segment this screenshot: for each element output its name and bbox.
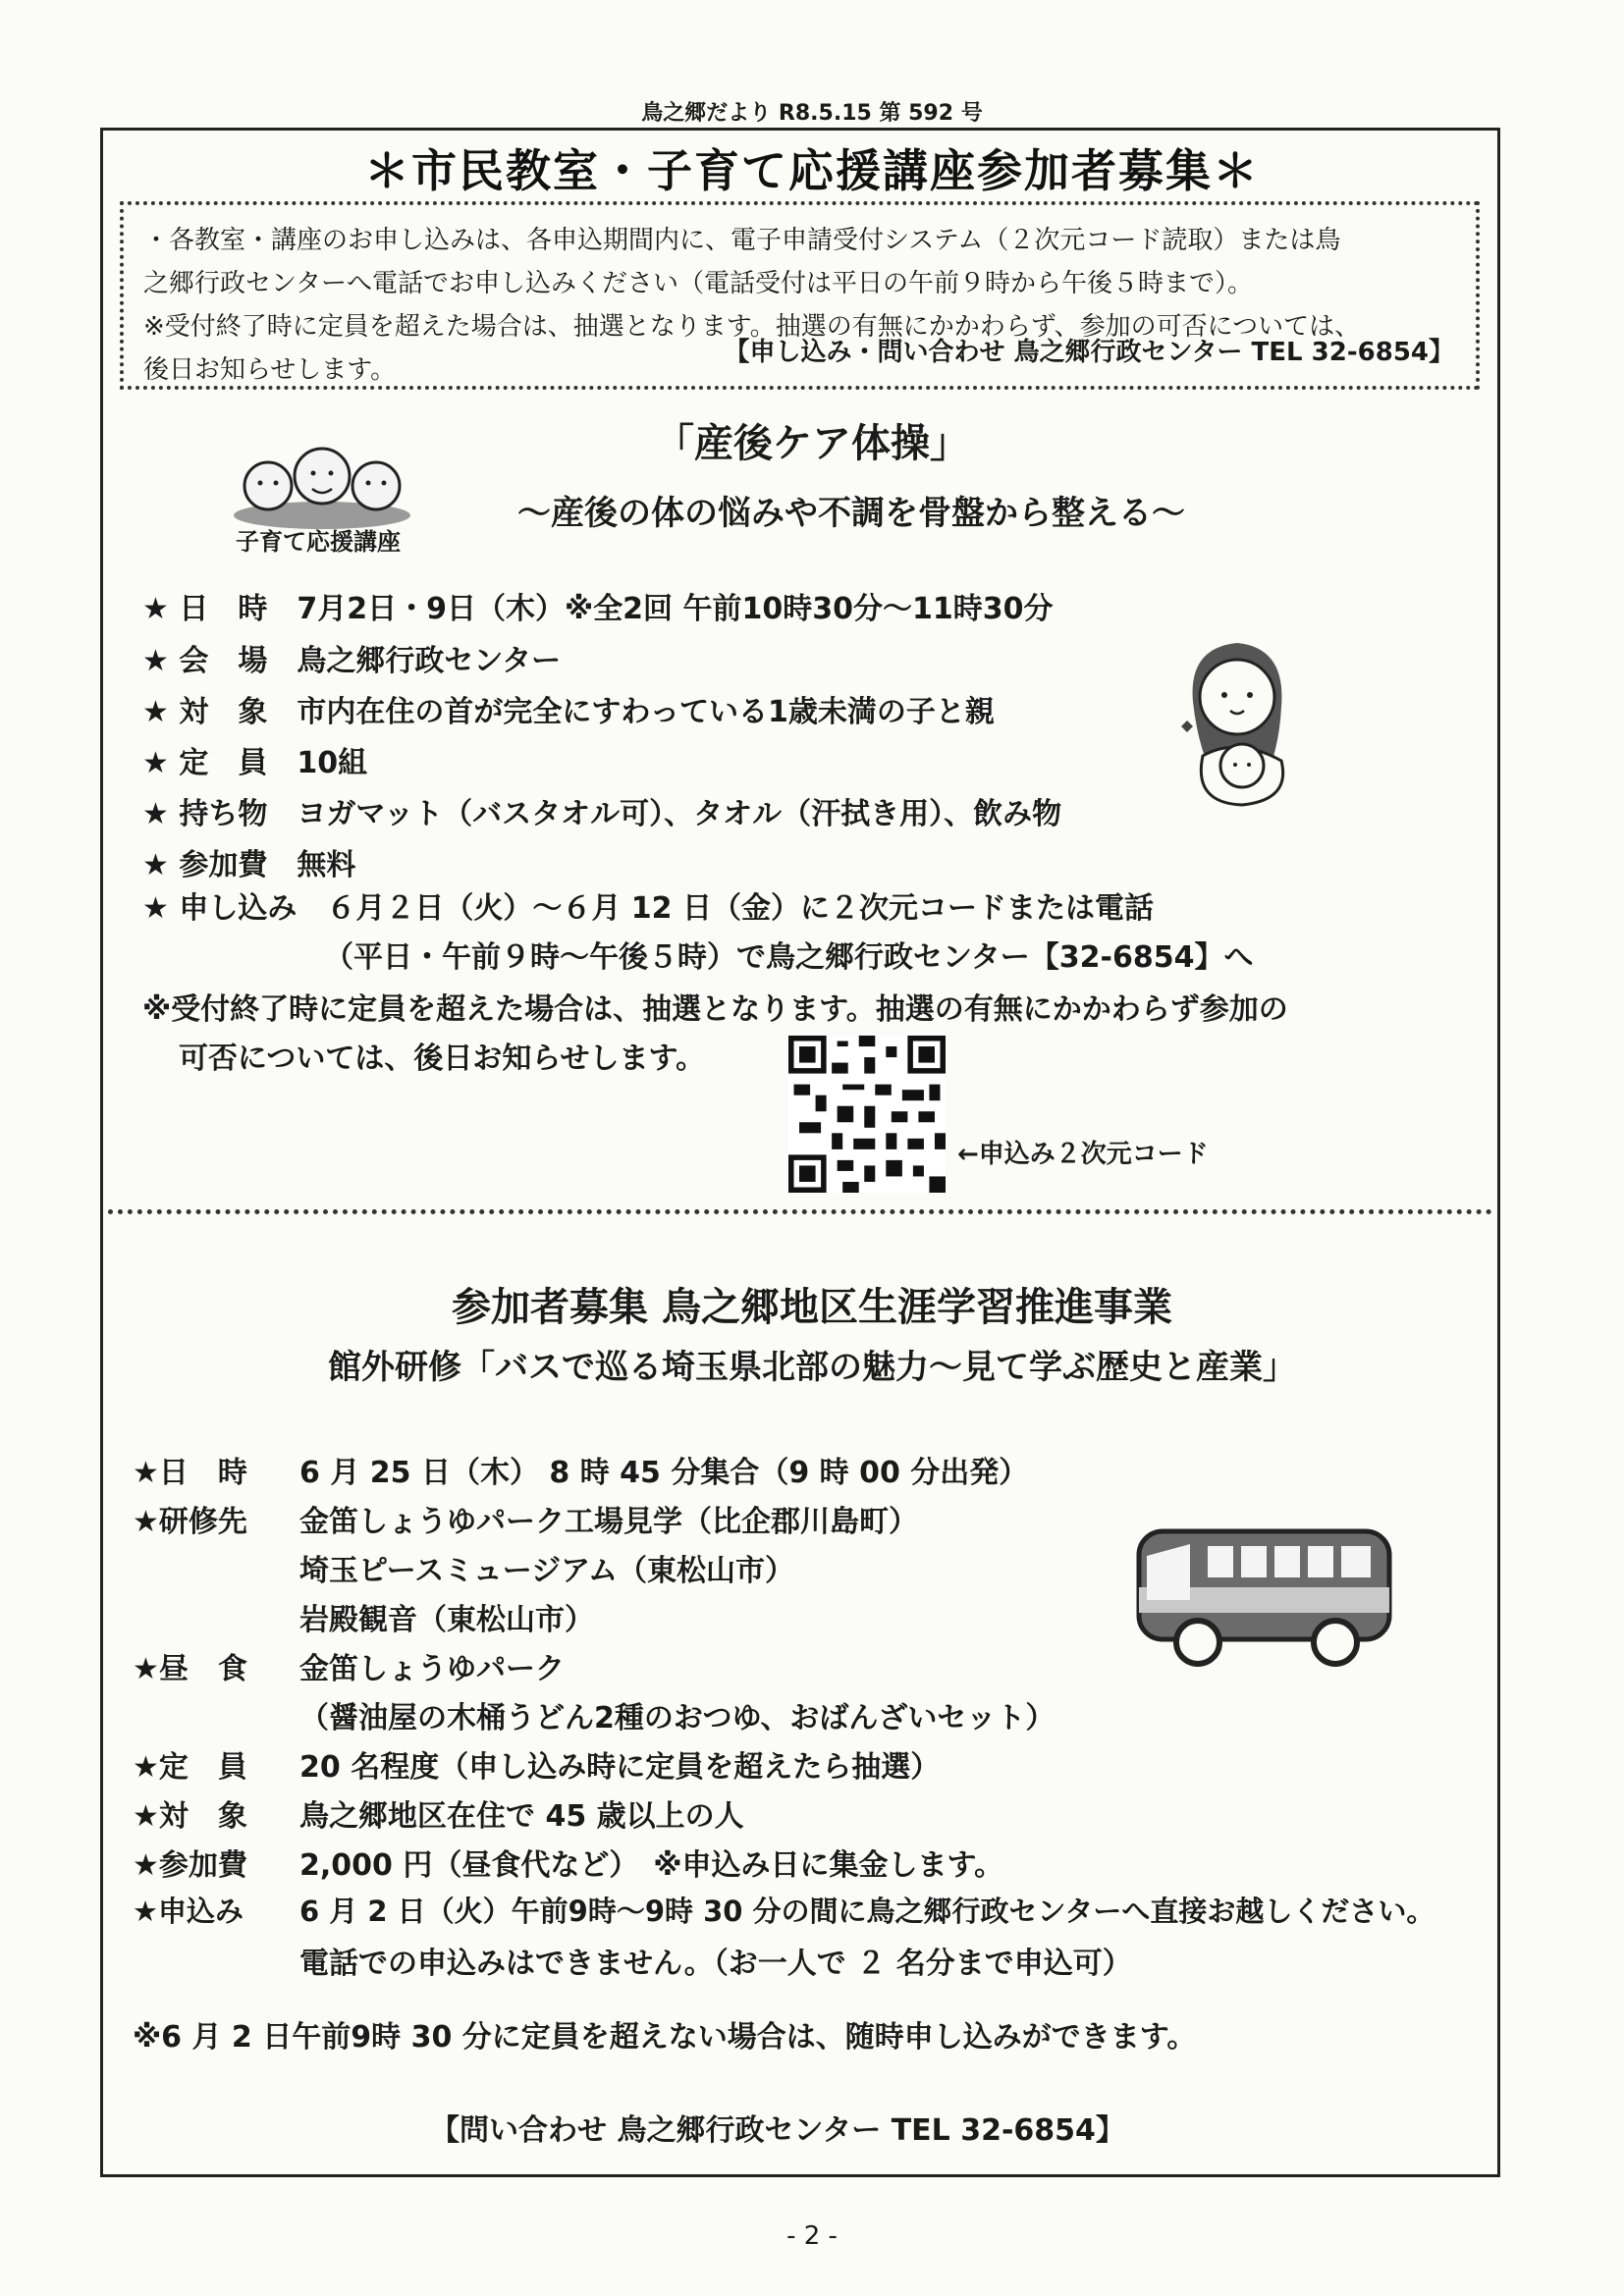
s2-row-apply: ★申込み 6 月 2 日（火）午前9時～9時 30 分の間に鳥之郷行政センターへ直接お越しください。: [133, 1895, 1435, 1928]
notice-line-1: ・各教室・講座のお申し込みは、各申込期間内に、電子申請受付システム（２次元コード読取）または鳥: [143, 226, 1341, 255]
s2-row-capacity: ★定 員 20 名程度（申し込み時に定員を超えたら抽選）: [133, 1750, 941, 1785]
s2-row-lunch: ★昼 食 金笛しょうゆパーク: [133, 1652, 565, 1686]
s1-row-date: ★ 日 時 7月2日・9日（木）※全2回 午前10時30分～11時30分: [142, 592, 1054, 626]
s2-row-date: ★日 時 6 月 25 日（木） 8 時 45 分集合（9 時 00 分出発）: [133, 1456, 1029, 1490]
s2-dest-3: 岩殿観音（東松山市）: [299, 1603, 594, 1637]
s2-lunch-2: （醤油屋の木桶うどん2種のおつゆ、おばんざいセット）: [299, 1701, 1056, 1735]
s2-apply-2: 電話での申込みはできません。（お一人で ２ 名分まで申込可）: [299, 1947, 1132, 1981]
notice-contact: 【申し込み・問い合わせ 鳥之郷行政センター TEL 32-6854】: [724, 338, 1454, 367]
s1-apply-cont: （平日・午前９時～午後５時）で鳥之郷行政センター【32-6854】へ: [324, 940, 1254, 975]
s1-note-1: ※受付終了時に定員を超えた場合は、抽選となります。抽選の有無にかかわらず参加の: [142, 992, 1288, 1027]
section1-subtitle: ～産後の体の悩みや不調を骨盤から整える～: [517, 494, 1185, 533]
qr-caption: ←申込み２次元コード: [957, 1140, 1209, 1169]
kids-badge-label: 子育て応援講座: [236, 528, 401, 556]
newsletter-header: 鳥之郷だより R8.5.15 第 592 号: [641, 101, 983, 126]
mother-baby-illustration: [1173, 628, 1306, 810]
section-divider: [108, 1209, 1492, 1214]
s2-note: ※6 月 2 日午前9時 30 分に定員を超えない場合は、随時申し込みができます。: [133, 2020, 1197, 2055]
page-number: - 2 -: [786, 2221, 838, 2251]
s1-row-capacity: ★ 定 員 10組: [142, 746, 368, 780]
bus-illustration: [1129, 1526, 1399, 1669]
s2-row-dest: ★研修先 金笛しょうゆパーク工場見学（比企郡川島町）: [133, 1505, 918, 1539]
s2-row-fee: ★参加費 2,000 円（昼食代など） ※申込み日に集金します。: [133, 1848, 1004, 1883]
banner-title: ＊市民教室・子育て応援講座参加者募集＊: [364, 144, 1260, 197]
s1-note-2: 可否については、後日お知らせします。: [179, 1041, 706, 1076]
s1-row-items: ★ 持ち物 ヨガマット（バスタオル可）、タオル（汗拭き用）、飲み物: [142, 797, 1062, 831]
s2-dest-2: 埼玉ピースミュージアム（東松山市）: [299, 1554, 794, 1588]
s2-row-target: ★対 象 鳥之郷地区在住で 45 歳以上の人: [133, 1799, 744, 1834]
section1-title: 「産後ケア体操」: [655, 421, 969, 466]
notice-box: [120, 201, 1480, 390]
notice-line-3: ※受付終了時に定員を超えた場合は、抽選となります。抽選の有無にかかわらず、参加の可否については、: [143, 312, 1361, 342]
notice-line-4: 後日お知らせします。: [143, 355, 397, 385]
s2-contact: 【問い合わせ 鳥之郷行政センター TEL 32-6854】: [430, 2113, 1125, 2148]
section2-subtitle: 館外研修「バスで巡る埼玉県北部の魅力～見て学ぶ歴史と産業」: [328, 1348, 1296, 1387]
section2-title: 参加者募集 鳥之郷地区生涯学習推進事業: [452, 1285, 1172, 1330]
notice-line-2: 之郷行政センターへ電話でお申し込みください（電話受付は平日の午前９時から午後５時まで）。: [143, 269, 1253, 298]
s1-row-venue: ★ 会 場 鳥之郷行政センター: [142, 644, 562, 678]
s1-row-apply: ★ 申し込み ６月２日（火）～６月 12 日（金）に２次元コードまたは電話: [142, 891, 1154, 926]
qr-code[interactable]: [788, 1036, 946, 1193]
s1-row-target: ★ 対 象 市内在住の首が完全にすわっている1歳未満の子と親: [142, 695, 995, 729]
s1-row-fee: ★ 参加費 無料: [142, 848, 356, 882]
